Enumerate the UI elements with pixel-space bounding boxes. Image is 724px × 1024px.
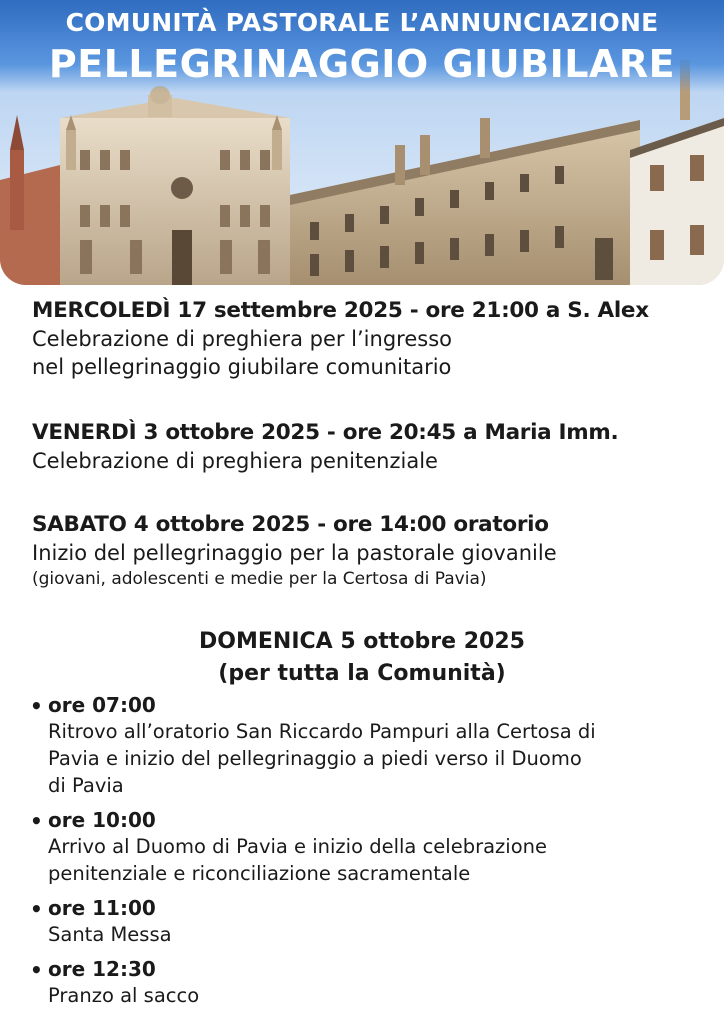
bullet-icon: • — [30, 897, 43, 921]
item-time: ore 10:00 — [48, 808, 156, 832]
bullet-icon: • — [30, 809, 43, 833]
item-desc-line: penitenziale e riconciliazione sacramentale — [48, 862, 471, 885]
title-banner — [0, 0, 724, 92]
item-desc-line: di Pavia — [48, 774, 124, 797]
event-desc-line: Celebrazione di preghiera per l’ingresso — [32, 327, 452, 351]
event-wednesday — [32, 298, 649, 381]
bullet-icon: • — [30, 694, 43, 718]
event-title: MERCOLEDÌ 17 settembre 2025 - ore 21:00 a S. Alex — [32, 298, 649, 323]
bullet-icon: • — [30, 958, 43, 982]
event-saturday — [32, 512, 557, 591]
event-desc-line: Inizio del pellegrinaggio per la pastorale giovanile — [32, 541, 557, 565]
community-name: COMUNITÀ PASTORALE L’ANNUNCIAZIONE — [65, 8, 659, 37]
poster-title: PELLEGRINAGGIO GIUBILARE — [48, 42, 676, 86]
item-desc-line: Santa Messa — [48, 923, 172, 946]
sunday-schedule — [30, 692, 710, 1017]
event-desc-line: nel pellegrinaggio giubilare comunitario — [32, 355, 452, 379]
sunday-subtitle: (per tutta la Comunità) — [218, 661, 506, 686]
item-time: ore 11:00 — [48, 896, 156, 920]
item-desc-line: Arrivo al Duomo di Pavia e inizio della celebrazione — [48, 835, 547, 858]
event-title: SABATO 4 ottobre 2025 - ore 14:00 oratorio — [32, 512, 549, 537]
list-item — [30, 692, 710, 799]
item-time: ore 07:00 — [48, 693, 156, 717]
event-note: (giovani, adolescenti e medie per la Certosa di Pavia) — [32, 569, 487, 589]
item-desc-line: Ritrovo all’oratorio San Riccardo Pampuri alla Certosa di — [48, 720, 596, 743]
list-item — [30, 895, 710, 948]
event-friday — [32, 420, 618, 475]
list-item — [30, 807, 710, 887]
item-desc-line: Pavia e inizio del pellegrinaggio a piedi verso il Duomo — [48, 747, 582, 770]
list-item — [30, 956, 710, 1009]
sunday-title: DOMENICA 5 ottobre 2025 — [199, 629, 525, 654]
event-desc-line: Celebrazione di preghiera penitenziale — [32, 449, 438, 473]
item-desc-line: Pranzo al sacco — [48, 984, 200, 1007]
item-time: ore 12:30 — [48, 957, 156, 981]
sunday-header — [0, 626, 724, 690]
header-photo — [0, 0, 724, 285]
event-title: VENERDÌ 3 ottobre 2025 - ore 20:45 a Maria Imm. — [32, 420, 619, 445]
